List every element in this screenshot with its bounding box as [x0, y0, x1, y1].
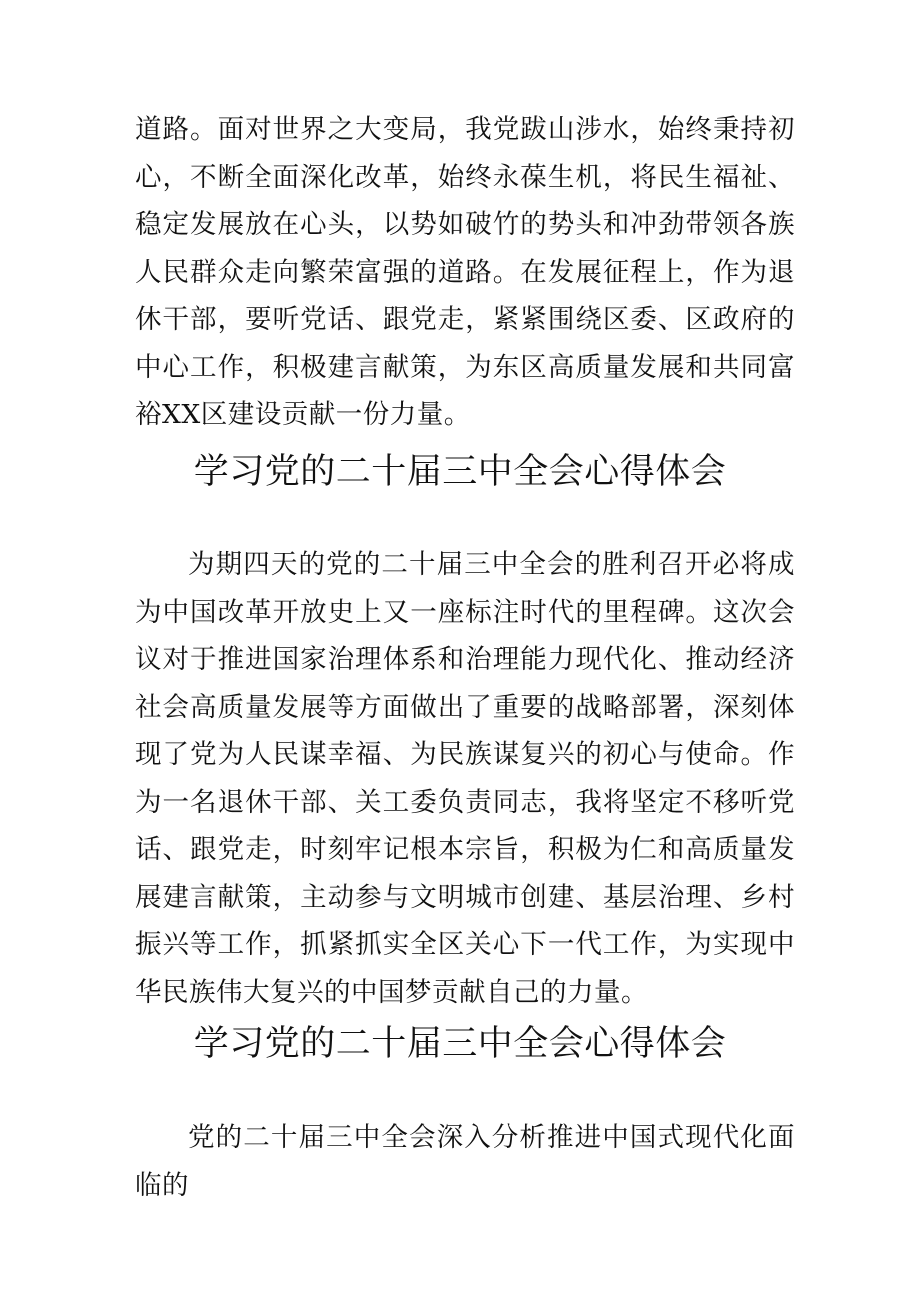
- section-heading-1: 学习党的二十届三中全会心得体会: [193, 452, 727, 492]
- section-heading-2: 学习党的二十届三中全会心得体会: [193, 1024, 727, 1064]
- body-paragraph-continuation: 道路。面对世界之大变局，我党跋山涉水，始终秉持初心，不断全面深化改革，始终永葆生机，将民生福祉、稳定发展放在心头，以势如破竹的势头和冲劲带领各族人民群众走向繁荣富强的道路。在发展征程上，作为退休干部，要听党话、跟党走，紧紧围绕区委、区政府的中心工作，积极建言献策，为东区高质量发展和共同富裕XX区建设贡献一份力量。: [135, 114, 795, 430]
- body-paragraph-2: 为期四天的党的二十届三中全会的胜利召开必将成为中国改革开放史上又一座标注时代的里程碑。这次会议对于推进国家治理体系和治理能力现代化、推动经济社会高质量发展等方面做出了重要的战略部署，深刻体现了党为人民谋幸福、为民族谋复兴的初心与使命。作为一名退休干部、关工委负责同志，我将坚定不移听党话、跟党走，时刻牢记根本宗旨，积极为仁和高质量发展建言献策，主动参与文明城市创建、基层治理、乡村振兴等工作，抓紧抓实全区关心下一代工作，为实现中华民族伟大复兴的中国梦贡献自己的力量。: [135, 549, 795, 1008]
- body-paragraph-3: 党的二十届三中全会深入分析推进中国式现代化面临的: [135, 1122, 795, 1201]
